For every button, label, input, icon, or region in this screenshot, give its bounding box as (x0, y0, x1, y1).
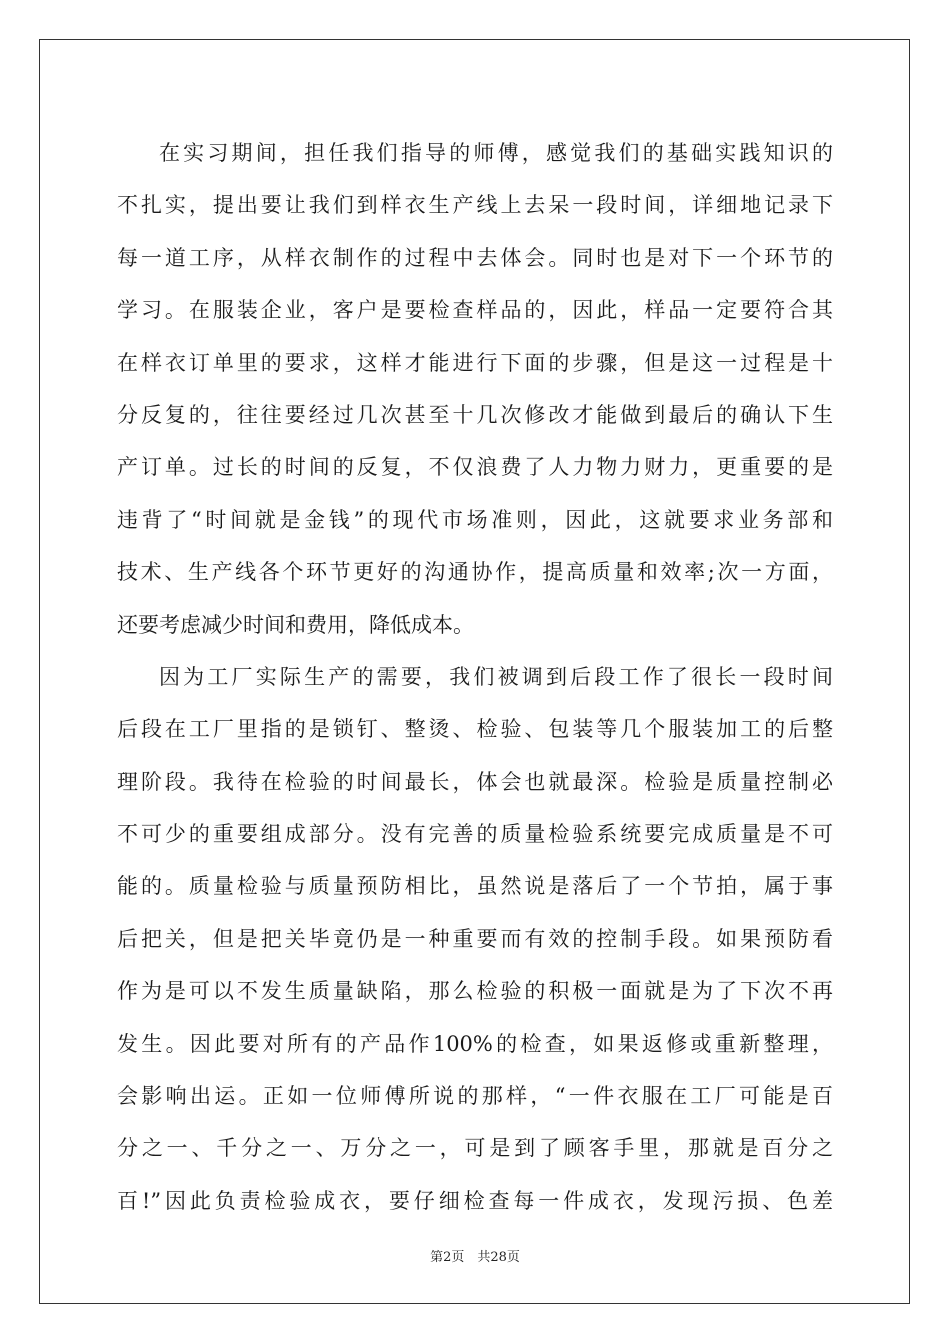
text-line: 违背了“时间就是金钱”的现代市场准则，因此，这就要求业务部和 (117, 507, 833, 532)
text-line: 发生。因此要对所有的产品作100%的检查，如果返修或重新整理， (117, 1031, 833, 1056)
text-line: 每一道工序，从样衣制作的过程中去体会。同时也是对下一个环节的 (117, 245, 833, 270)
text-line: 后段在工厂里指的是锁钉、整烫、检验、包装等几个服装加工的后整 (117, 717, 833, 742)
text-line: 在样衣订单里的要求，这样才能进行下面的步骤，但是这一过程是十 (117, 350, 833, 375)
text-line: 还要考虑减少时间和费用，降低成本。 (117, 612, 474, 637)
text-line: 会影响出运。正如一位师傅所说的那样，“一件衣服在工厂可能是百 (117, 1084, 833, 1109)
text-line: 产订单。过长的时间的反复，不仅浪费了人力物力财力，更重要的是 (117, 455, 833, 480)
text-line: 分反复的，往往要经过几次甚至十几次修改才能做到最后的确认下生 (117, 402, 833, 427)
paragraph-2 (117, 651, 833, 1227)
text-line: 不扎实，提出要让我们到样衣生产线上去呆一段时间，详细地记录下 (117, 193, 833, 218)
text-line: 学习。在服装企业，客户是要检查样品的，因此，样品一定要符合其 (117, 298, 833, 323)
text-line: 在实习期间，担任我们指导的师傅，感觉我们的基础实践知识的 (159, 141, 833, 165)
text-line: 理阶段。我待在检验的时间最长，体会也就最深。检验是质量控制必 (117, 769, 833, 794)
text-line: 能的。质量检验与质量预防相比，虽然说是落后了一个节拍，属于事 (117, 874, 833, 899)
paragraph-1 (117, 127, 833, 651)
text-line: 不可少的重要组成部分。没有完善的质量检验系统要完成质量是不可 (117, 822, 833, 847)
page-number-footer: 第2页 共28页 (430, 1250, 520, 1265)
text-line: 因为工厂实际生产的需要，我们被调到后段工作了很长一段时间 (159, 664, 833, 689)
text-line: 百!”因此负责检验成衣，要仔细检查每一件成衣，发现污损、色差 (117, 1188, 833, 1213)
text-line: 作为是可以不发生质量缺陷，那么检验的积极一面就是为了下次不再 (117, 979, 833, 1004)
text-line: 分之一、千分之一、万分之一，可是到了顾客手里，那就是百分之 (117, 1136, 833, 1161)
document-body (117, 127, 833, 1227)
text-line: 技术、生产线各个环节更好的沟通协作，提高质量和效率;次一方面， (117, 560, 833, 585)
text-line: 后把关，但是把关毕竟仍是一种重要而有效的控制手段。如果预防看 (117, 926, 833, 951)
